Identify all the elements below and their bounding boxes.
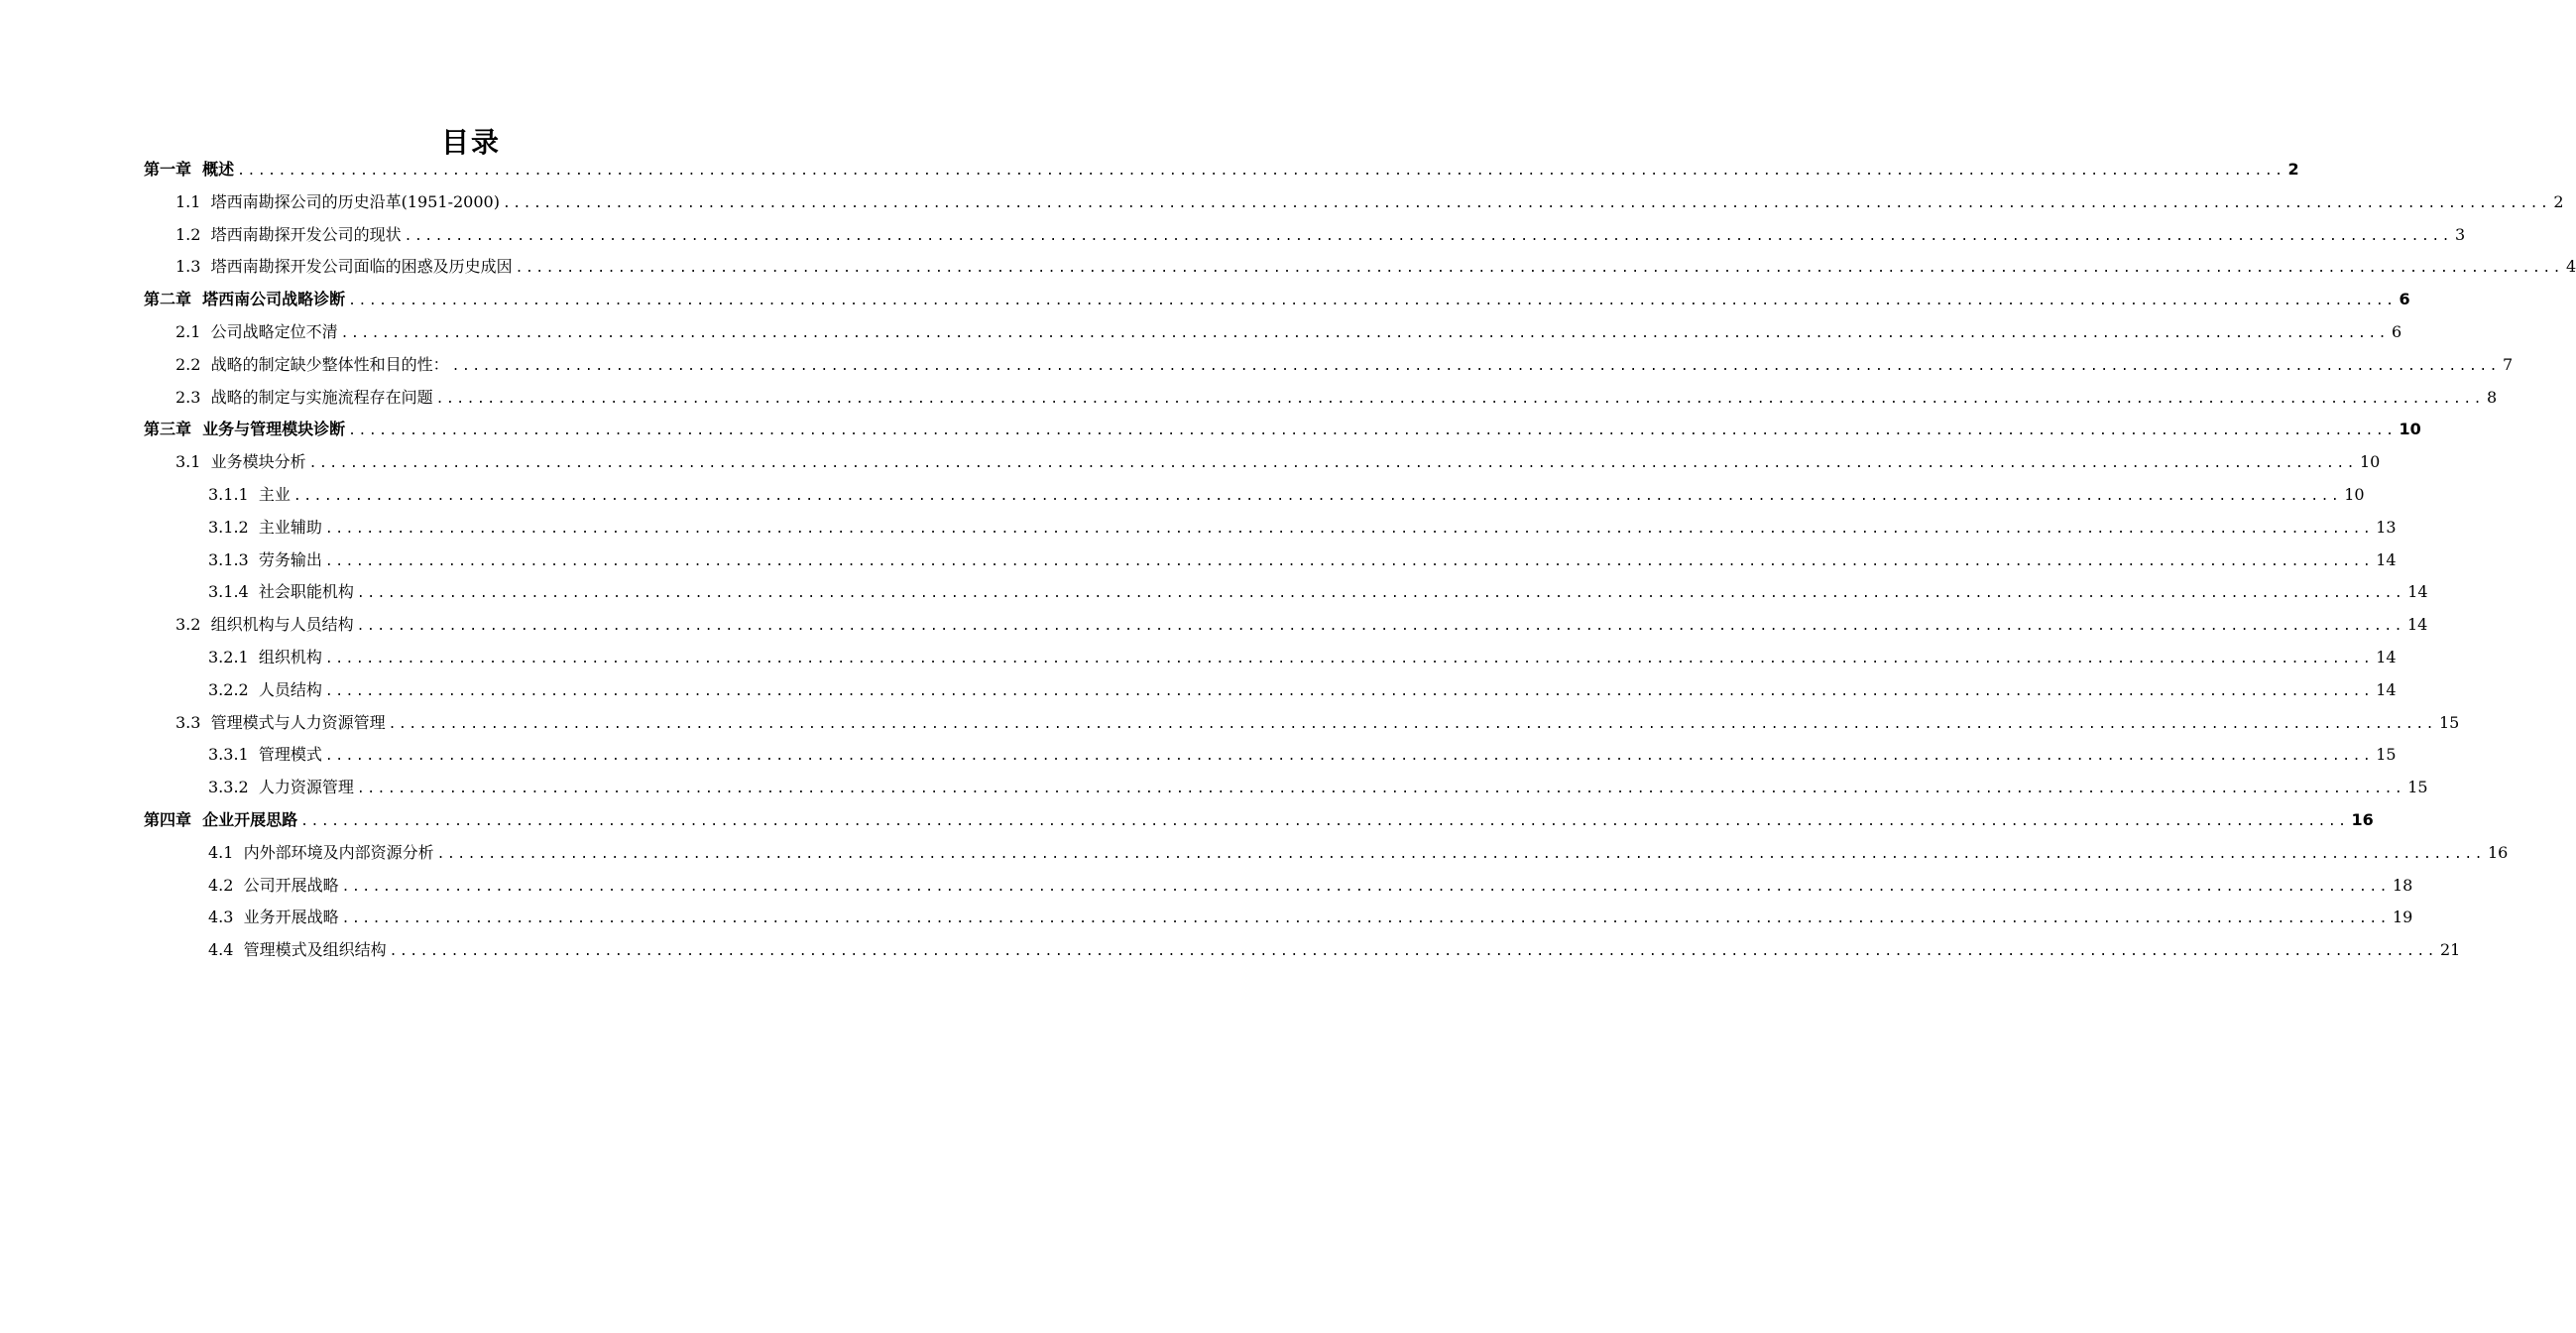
toc-entry-number: 2.2 [176, 354, 201, 374]
toc-entry-page-number: 19 [2392, 908, 2413, 927]
toc-entry-number: 3.3.1 [208, 745, 249, 765]
toc-entry-spacer [200, 708, 210, 738]
toc-entry-spacer [249, 480, 259, 510]
toc-entry-page-number: 3 [2454, 224, 2466, 244]
toc-entry-number: 第三章 [144, 420, 192, 439]
toc-entry-number: 3.2.2 [208, 679, 249, 699]
toc-entry-page-number: 7 [2502, 354, 2514, 374]
toc-entry-label: 组织机构与人员结构 [210, 615, 354, 635]
toc-entry-number: 4.3 [208, 908, 234, 927]
toc-entry-spacer [249, 740, 259, 770]
toc-entry[interactable] [144, 415, 2421, 444]
toc-entry-spacer [249, 513, 259, 543]
toc-entry-label: 战略的制定与实施流程存在问题 [210, 387, 433, 407]
toc-entry-page-number: 13 [2376, 517, 2397, 537]
toc-entry[interactable] [176, 350, 2514, 380]
toc-entry-spacer [191, 155, 202, 184]
toc-entry-page-number: 16 [2487, 842, 2509, 862]
toc-entry-label: 企业开展思路 [202, 810, 298, 829]
toc-dot-leader: ........................................................................................................................................................................................................ [502, 195, 2551, 211]
toc-entry-label: 战略的制定缺少整体性和目的性： [210, 354, 449, 374]
toc-entry-spacer [191, 805, 202, 835]
toc-entry-number: 3.2.1 [208, 648, 249, 666]
toc-dot-leader: ........................................................................................................................................................................................................ [389, 944, 2437, 960]
toc-entry[interactable] [144, 805, 2374, 835]
toc-entry-spacer [249, 773, 259, 802]
toc-entry-page-number: 8 [2486, 387, 2498, 407]
toc-dot-leader: ........................................................................................................................................................................................................ [341, 911, 2390, 927]
toc-entry-number: 3.3.2 [208, 778, 249, 797]
toc-entry[interactable] [208, 740, 2397, 770]
toc-entry-number: 3.1.2 [208, 517, 249, 537]
toc-entry[interactable] [176, 252, 2576, 282]
toc-dot-leader: ........................................................................................................................................................................................................ [348, 294, 2397, 309]
toc-entry-page-number: 14 [2376, 679, 2397, 699]
toc-entry-spacer [200, 610, 210, 640]
toc-dot-leader: ........................................................................................................................................................................................................ [388, 716, 2436, 732]
toc-entry-label: 人员结构 [258, 679, 322, 699]
toc-entry-label: 概述 [202, 160, 235, 179]
toc-entry-page-number: 2 [2287, 160, 2299, 179]
toc-entry-number: 1.1 [176, 191, 201, 211]
toc-entry-spacer [200, 383, 210, 413]
toc-entry-page-number: 4 [2565, 257, 2576, 277]
toc-entry-number: 3.1 [176, 452, 201, 472]
toc-entry-spacer [200, 317, 210, 347]
toc-entry[interactable] [208, 643, 2397, 672]
toc-dot-leader: ........................................................................................................................................................................................................ [348, 424, 2397, 439]
toc-entry-page-number: 18 [2392, 875, 2413, 895]
toc-entry[interactable] [208, 838, 2509, 868]
toc-entry-label: 业务开展战略 [243, 908, 339, 927]
toc-entry-number: 3.2 [176, 615, 201, 635]
toc-entry-spacer [233, 903, 243, 932]
toc-dot-leader: ........................................................................................................................................................................................................ [435, 391, 2484, 407]
toc-entry-page-number: 6 [2391, 322, 2402, 341]
toc-entry[interactable] [208, 513, 2397, 543]
toc-entry-number: 3.1.3 [208, 549, 249, 569]
toc-entry[interactable] [208, 545, 2397, 575]
toc-dot-leader: ........................................................................................................................................................................................................ [237, 164, 2285, 179]
toc-entry-spacer [233, 838, 243, 868]
toc-entry[interactable] [176, 317, 2402, 347]
toc-dot-leader: ........................................................................................................................................................................................................ [436, 846, 2485, 862]
toc-entry-spacer [249, 545, 259, 575]
toc-dot-leader: ........................................................................................................................................................................................................ [308, 456, 2357, 472]
toc-entry-number: 3.3 [176, 712, 201, 732]
toc-entry-number: 4.4 [208, 940, 234, 960]
toc-entry-page-number: 10 [2344, 485, 2365, 504]
toc-entry[interactable] [208, 773, 2428, 802]
toc-entry[interactable] [144, 285, 2410, 314]
toc-entry-label: 组织机构 [258, 648, 322, 666]
toc-entry-page-number: 15 [2407, 778, 2428, 797]
toc-entry[interactable] [208, 903, 2413, 932]
toc-entry-page-number: 6 [2399, 290, 2410, 309]
toc-dot-leader: ........................................................................................................................................................................................................ [324, 652, 2374, 666]
toc-dot-leader: ........................................................................................................................................................................................................ [324, 683, 2374, 699]
toc-entry-label: 塔西南公司战略诊断 [202, 290, 346, 309]
toc-dot-leader: ........................................................................................................................................................................................................ [341, 879, 2390, 895]
toc-entry-label: 塔西南勘探开发公司面临的困惑及历史成因 [210, 257, 513, 277]
toc-entry-label: 主业 [258, 485, 291, 504]
toc-dot-leader: ........................................................................................................................................................................................................ [300, 814, 2349, 829]
toc-entry-page-number: 2 [2553, 191, 2564, 211]
toc-entry[interactable] [176, 383, 2498, 413]
toc-entry-label: 塔西南勘探公司的历史沿革(1951-2000) [210, 191, 500, 211]
toc-entry-page-number: 10 [2359, 452, 2381, 472]
toc-dot-leader: ........................................................................................................................................................................................................ [293, 489, 2342, 504]
toc-entry-spacer [200, 447, 210, 477]
toc-entry-label: 内外部环境及内部资源分析 [243, 842, 434, 862]
toc-entry-spacer [233, 935, 243, 965]
toc-entry-number: 2.1 [176, 322, 201, 341]
toc-entry-page-number: 21 [2439, 940, 2461, 960]
toc-dot-leader: ........................................................................................................................................................................................................ [515, 261, 2563, 277]
toc-entry-spacer [191, 415, 202, 444]
toc-entry-spacer [200, 220, 210, 250]
toc-entry-page-number: 14 [2376, 648, 2397, 666]
toc-entry-spacer [249, 577, 259, 607]
toc-entry-label: 管理模式与人力资源管理 [210, 712, 386, 732]
toc-dot-leader: ........................................................................................................................................................................................................ [324, 521, 2374, 537]
toc-dot-leader: ........................................................................................................................................................................................................ [451, 358, 2500, 374]
toc-entry-label: 公司开展战略 [243, 875, 339, 895]
toc-entry-page-number: 16 [2351, 810, 2374, 829]
toc-entry-page-number: 15 [2376, 745, 2397, 765]
toc-entry-number: 4.2 [208, 875, 234, 895]
toc-dot-leader: ........................................................................................................................................................................................................ [356, 782, 2405, 797]
toc-entry-label: 业务模块分析 [210, 452, 306, 472]
toc-entry-label: 管理模式及组织结构 [243, 940, 387, 960]
toc-entry-spacer [200, 350, 210, 380]
toc-entry-spacer [200, 252, 210, 282]
toc-entry-label: 公司战略定位不清 [210, 322, 338, 341]
toc-entry-label: 劳务输出 [258, 549, 322, 569]
toc-entry-page-number: 15 [2438, 712, 2460, 732]
toc-entry-number: 1.2 [176, 224, 201, 244]
toc-dot-leader: ........................................................................................................................................................................................................ [356, 586, 2405, 602]
toc-entry-label: 社会职能机构 [258, 582, 354, 602]
toc-entry-number: 4.1 [208, 842, 234, 862]
toc-dot-leader: ........................................................................................................................................................................................................ [340, 326, 2389, 341]
toc-entry[interactable] [208, 675, 2397, 705]
toc-entry-page-number: 14 [2376, 549, 2397, 569]
toc-entry[interactable] [176, 220, 2466, 250]
toc-entry-label: 人力资源管理 [258, 778, 354, 797]
toc-entry-spacer [200, 187, 210, 217]
toc-entry-spacer [191, 285, 202, 314]
toc-entry-label: 主业辅助 [258, 517, 322, 537]
toc-dot-leader: ........................................................................................................................................................................................................ [324, 553, 2374, 569]
toc-entry[interactable] [208, 871, 2413, 901]
toc-entry-page-number: 10 [2399, 420, 2421, 439]
toc-entry[interactable] [176, 610, 2428, 640]
toc-entry-number: 3.1.1 [208, 485, 249, 504]
toc-dot-leader: ........................................................................................................................................................................................................ [404, 228, 2452, 244]
toc-entry-page-number: 14 [2407, 582, 2428, 602]
toc-entry-spacer [249, 643, 259, 672]
toc-entry-number: 1.3 [176, 257, 201, 277]
toc-entry[interactable] [176, 708, 2460, 738]
toc-title: 目录 [440, 126, 501, 159]
toc-entry[interactable] [208, 577, 2428, 607]
toc-entry-spacer [249, 675, 259, 705]
toc-entry-spacer [233, 871, 243, 901]
toc-entry-label: 业务与管理模块诊断 [202, 420, 346, 439]
toc-entry-label: 塔西南勘探开发公司的现状 [210, 224, 402, 244]
toc-entry-number: 2.3 [176, 387, 201, 407]
toc-entry-number: 3.1.4 [208, 582, 249, 602]
toc-entry[interactable] [176, 187, 2564, 217]
toc-entry[interactable] [208, 480, 2365, 510]
toc-entry-number: 第四章 [144, 810, 192, 829]
toc-entry-page-number: 14 [2406, 615, 2428, 635]
toc-entry-label: 管理模式 [258, 745, 322, 765]
toc-entry-number: 第二章 [144, 290, 192, 309]
toc-entry-number: 第一章 [144, 160, 192, 179]
toc-entry[interactable] [176, 447, 2381, 477]
toc-dot-leader: ........................................................................................................................................................................................................ [356, 619, 2404, 635]
toc-entry[interactable] [144, 155, 2299, 184]
toc-entry[interactable] [208, 935, 2461, 965]
toc-dot-leader: ........................................................................................................................................................................................................ [324, 749, 2374, 765]
